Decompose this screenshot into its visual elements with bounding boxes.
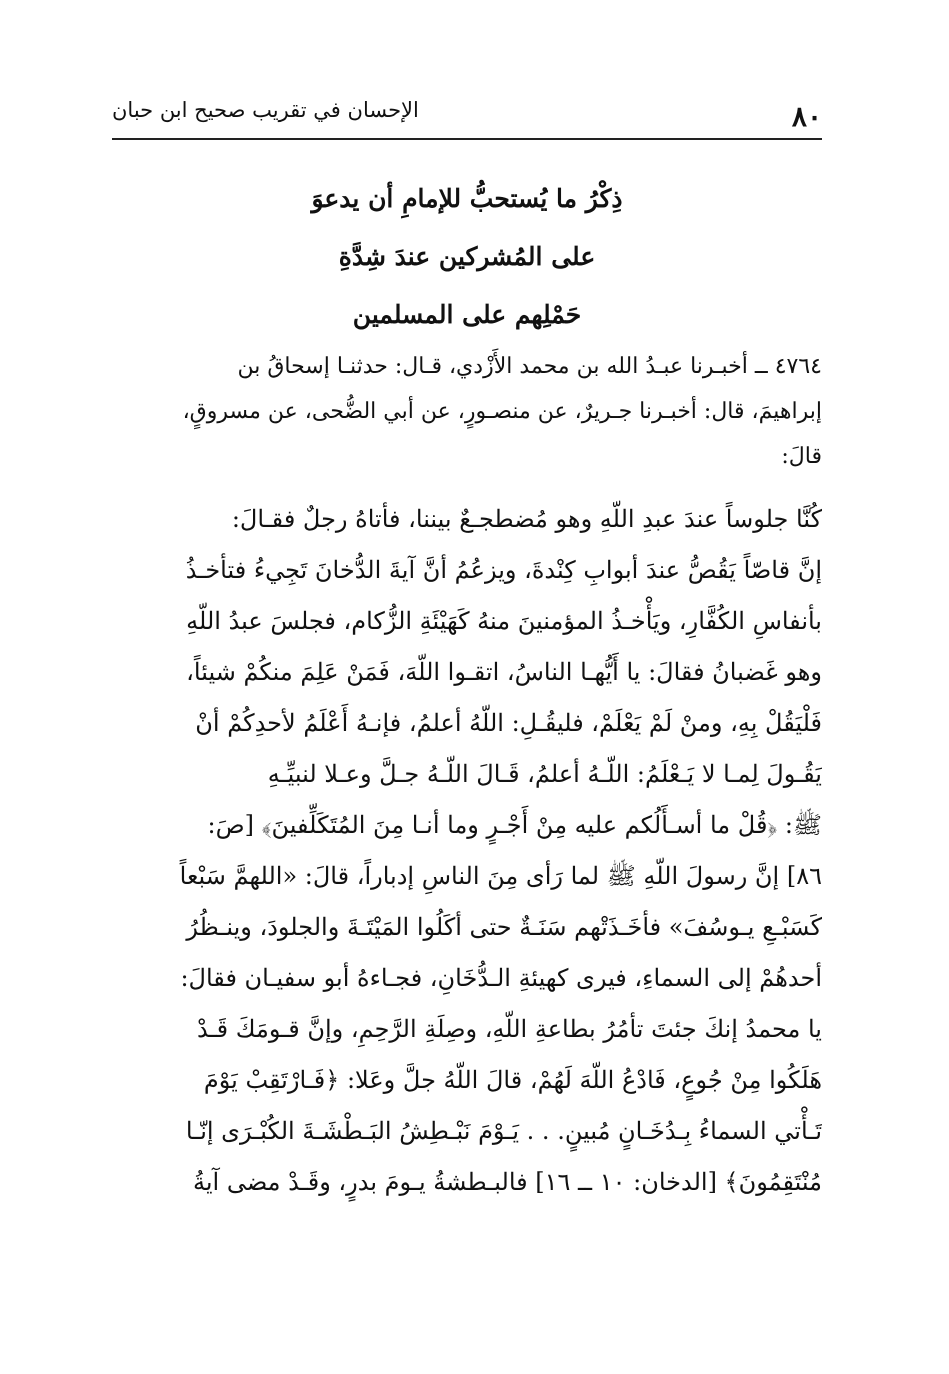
isnad-paragraph <box>112 344 822 479</box>
chapter-heading <box>112 170 822 344</box>
isnad-line: إبراهيمَ، قال: أخبـرنا جـريرٌ، عن منصـورٍ، عن أبي الضُّحى، عن مسروقٍ، <box>182 399 822 424</box>
chapter-title-line: حَمْلِهم على المسلمين <box>352 300 582 329</box>
hadith-line: مُنْتَقِمُونَ﴾ [الدخان: ١٠ ــ ١٦] فالبـطشةُ يـومَ بدرٍ، وقَـدْ مضى آيةُ <box>192 1168 822 1196</box>
chapter-title-line: ذِكْرُ ما يُستحبُّ للإمامِ أن يدعوَ <box>311 184 623 213</box>
hadith-line: هَلَكُوا مِنْ جُوعٍ، فَادْعُ اللّهَ لَهُمْ، قالَ اللّهُ جلَّ وعَلا: ﴿فَـارْتَقِبْ يَوْمَ <box>203 1066 822 1094</box>
isnad-line: قالَ: <box>781 444 822 469</box>
hadith-line: كُنَّا جلوساً عندَ عبدِ اللّهِ وهو مُضطجـعٌ بيننا، فأتاهُ رجلٌ فقـالَ: <box>231 505 822 533</box>
hadith-line: تَـأْتي السماءُ بِـدُخَـانٍ مُبينٍ. . . يَـوْمَ نَبْـطِشُ البَـطْشَـةَ الكُبْـرَى إنّـا <box>185 1117 822 1145</box>
hadith-line: أحدهُمْ إلى السماءِ، فيرى كهيئةِ الـدُّخَانِ، فجـاءهُ أبو سفيـان فقالَ: <box>180 964 822 992</box>
hadith-line: ٨٦] إنَّ رسولَ اللّهِ ﷺ لما رَأى مِنَ الناسِ إدباراً، قالَ: «اللهمَّ سَبْعاً <box>179 862 822 890</box>
page-number: ٨٠ <box>791 100 822 133</box>
hadith-line: فَلْيَقُلْ بِهِ، ومنْ لَمْ يَعْلَمْ، فليقُـلِ: اللّهُ أعلمُ، فإنـهُ أَعْلَمُ لأحدِكُمْ أنْ <box>195 709 822 737</box>
hadith-line: إنَّ قاصّاً يَقُصُّ عندَ أبوابِ كِنْدةَ، ويزعُمُ أنَّ آيةَ الدُّخانَ تَجِيءُ فتأخـذُ <box>185 556 822 584</box>
hadith-line: بأنفاسِ الكُفَّارِ، ويَأْخـذُ المؤمنينَ منهُ كَهَيْئَةِ الزُّكام، فجلسَ عبدُ اللّهِ <box>186 607 822 635</box>
running-title: الإحسان في تقريب صحيح ابن حبان <box>112 98 419 122</box>
hadith-line: ﷺ: ﴿قُلْ ما أسـأَلُكم عليه مِنْ أَجْـرٍ وما أنـا مِنَ المُتَكَلِّفينَ﴾ [صَ: <box>207 811 822 839</box>
hadith-text <box>100 494 822 1208</box>
header-divider <box>112 138 822 140</box>
hadith-line: وهو غَضبانُ فقالَ: يا أَيُّهـا الناسُ، اتقـوا اللّهَ، فَمَنْ عَلِمَ منكُمْ شيئاً، <box>186 658 822 686</box>
hadith-line: كَسَبْـعِ يـوسُفَ» فأخَـذَتْهم سَنَـةٌ حتى أكَلُوا المَيْتَـةَ والجلودَ، وينـظُرُ <box>186 913 822 941</box>
isnad-line: ٤٧٦٤ ــ أخبـرنا عبـدُ الله بن محمد الأَزْدي، قـال: حدثنـا إسحاقُ بن <box>237 354 822 379</box>
chapter-title-line: على المُشركين عندَ شِدَّةِ <box>338 242 596 271</box>
hadith-line: يا محمدُ إنكَ جئتَ تأمُرُ بطاعةِ اللّهِ، وصِلَةِ الرَّحِمِ، وإنَّ قـومَكَ قَـدْ <box>197 1015 822 1043</box>
page-header <box>112 92 822 136</box>
hadith-line: يَقُـولَ لِمـا لا يَـعْلَمُ: اللّـهُ أعلمُ، قَـالَ اللّـهُ جـلَّ وعـلا لنبيِّـهِ <box>267 760 822 788</box>
